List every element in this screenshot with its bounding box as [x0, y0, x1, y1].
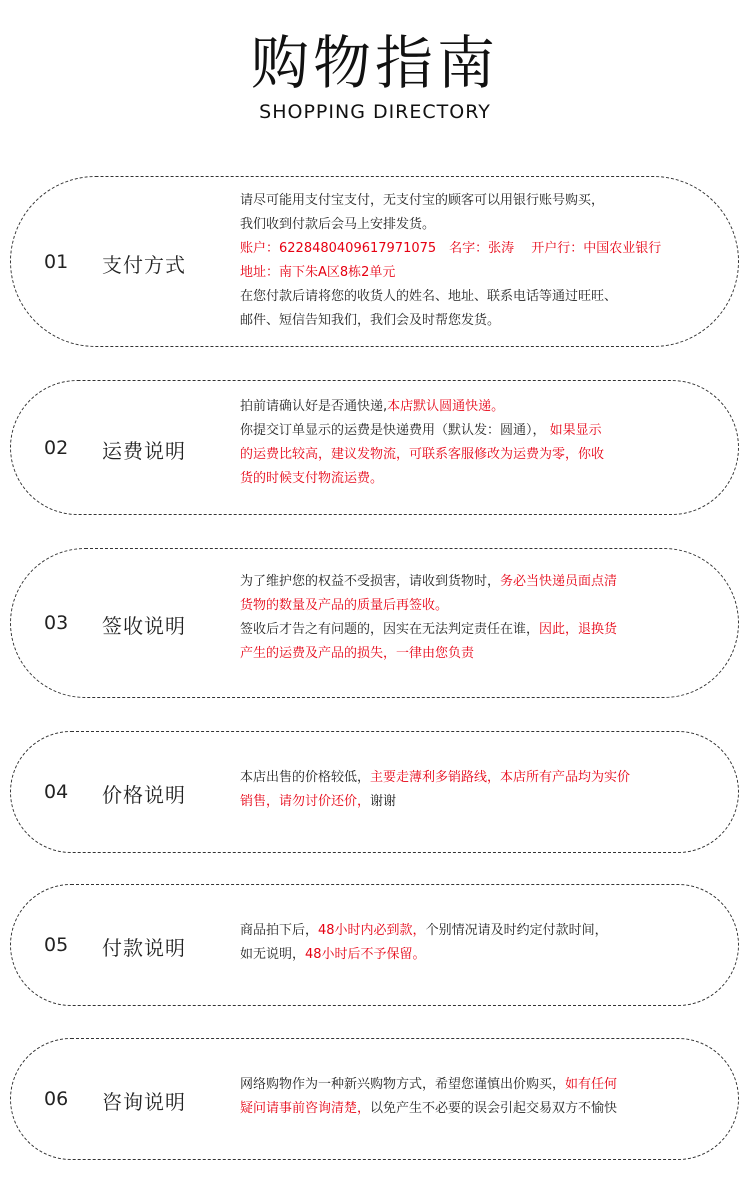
section-body	[240, 395, 710, 491]
section-label: 咨询说明	[102, 1090, 186, 1114]
text-segment: 谢谢	[370, 794, 397, 809]
text-segment-highlight: 如有任何	[565, 1077, 618, 1092]
section-body	[240, 189, 710, 333]
section-card-receipt	[10, 548, 739, 698]
section-card-price	[10, 731, 739, 853]
section-card-shipping	[10, 380, 739, 515]
page-title: 购物指南	[250, 29, 499, 97]
body-line	[240, 261, 710, 285]
text-segment: 为了维护您的权益不受损害，请收到货物时，	[240, 574, 501, 589]
text-segment-highlight: 务必当快递员面点清	[500, 574, 618, 589]
body-line	[240, 467, 710, 491]
body-line	[240, 443, 710, 467]
text-segment: 邮件、短信告知我们，我们会及时帮您发货。	[240, 313, 501, 328]
text-segment-highlight: 主要走薄利多销路线，本店所有产品均为实价	[370, 770, 631, 785]
text-segment-highlight: 产生的运费及产品的损失，一律由您负责	[240, 646, 475, 661]
body-line	[240, 1097, 710, 1121]
account-info: 账户：6228480409617971075 名字：张涛 开户行：中国农业银行	[240, 241, 662, 256]
body-line	[240, 285, 710, 309]
text-segment-highlight: 货的时候支付物流运费。	[240, 471, 384, 486]
text-segment-highlight: 本店默认圆通快递。	[387, 399, 505, 414]
page-header	[0, 28, 750, 124]
body-line	[240, 1073, 710, 1097]
text-segment: 本店出售的价格较低，	[240, 770, 371, 785]
body-line	[240, 309, 710, 333]
body-line	[240, 395, 710, 419]
section-card-inquiry	[10, 1038, 739, 1160]
body-line	[240, 790, 710, 814]
section-label: 运费说明	[102, 439, 186, 463]
section-body	[240, 1073, 710, 1121]
text-segment: 在您付款后请将您的收货人的姓名、地址、联系电话等通过旺旺、	[240, 289, 618, 304]
page-subtitle: SHOPPING DIRECTORY	[259, 101, 491, 123]
body-line	[240, 919, 710, 943]
text-segment: 请尽可能用支付宝支付，无支付宝的顾客可以用银行账号购买，	[240, 193, 605, 208]
text-segment-highlight: 因此，退换货	[539, 622, 618, 637]
body-line	[240, 213, 710, 237]
text-segment: 拍前请确认好是否通快递,	[240, 399, 388, 414]
address-info: 地址：南下朱A区8栋2单元	[240, 265, 396, 280]
body-line	[240, 570, 710, 594]
section-body	[240, 570, 710, 666]
section-card-payment-terms	[10, 884, 739, 1006]
section-number: 05	[44, 934, 69, 956]
section-number: 02	[44, 437, 69, 459]
text-segment: 如无说明，	[240, 947, 306, 962]
section-number: 04	[44, 781, 69, 803]
text-segment-highlight: 48小时内必到款，	[318, 923, 426, 938]
section-label: 签收说明	[102, 614, 186, 638]
body-line	[240, 766, 710, 790]
body-line	[240, 943, 710, 967]
body-line	[240, 189, 710, 213]
text-segment: 我们收到付款后会马上安排发货。	[240, 217, 436, 232]
section-number: 06	[44, 1088, 69, 1110]
section-number: 01	[44, 251, 69, 273]
text-segment-highlight: 48小时后不予保留。	[305, 947, 426, 962]
text-segment-highlight: 的运费比较高，建议发物流，可联系客服修改为运费为零，你收	[240, 447, 605, 462]
text-segment-highlight: 疑问请事前咨询清楚，	[240, 1101, 371, 1116]
body-line	[240, 618, 710, 642]
body-line	[240, 237, 710, 261]
text-segment: 签收后才告之有问题的，因实在无法判定责任在谁，	[240, 622, 540, 637]
text-segment: 你提交订单显示的运费是快递费用（默认发：圆通），	[240, 423, 546, 438]
body-line	[240, 642, 710, 666]
text-segment-highlight: 如果显示	[545, 423, 602, 438]
section-body	[240, 919, 710, 967]
text-segment: 商品拍下后，	[240, 923, 319, 938]
text-segment: 网络购物作为一种新兴购物方式，希望您谨慎出价购买，	[240, 1077, 566, 1092]
section-number: 03	[44, 612, 69, 634]
text-segment: 个别情况请及时约定付款时间，	[425, 923, 608, 938]
section-label: 付款说明	[102, 936, 186, 960]
section-label: 价格说明	[102, 783, 186, 807]
section-body	[240, 766, 710, 814]
body-line	[240, 594, 710, 618]
body-line	[240, 419, 710, 443]
section-card-payment-method	[10, 176, 739, 347]
text-segment: 以免产生不必要的误会引起交易双方不愉快	[370, 1101, 618, 1116]
text-segment-highlight: 销售，请勿讨价还价，	[240, 794, 371, 809]
text-segment-highlight: 货物的数量及产品的质量后再签收。	[240, 598, 449, 613]
section-label: 支付方式	[102, 253, 186, 277]
